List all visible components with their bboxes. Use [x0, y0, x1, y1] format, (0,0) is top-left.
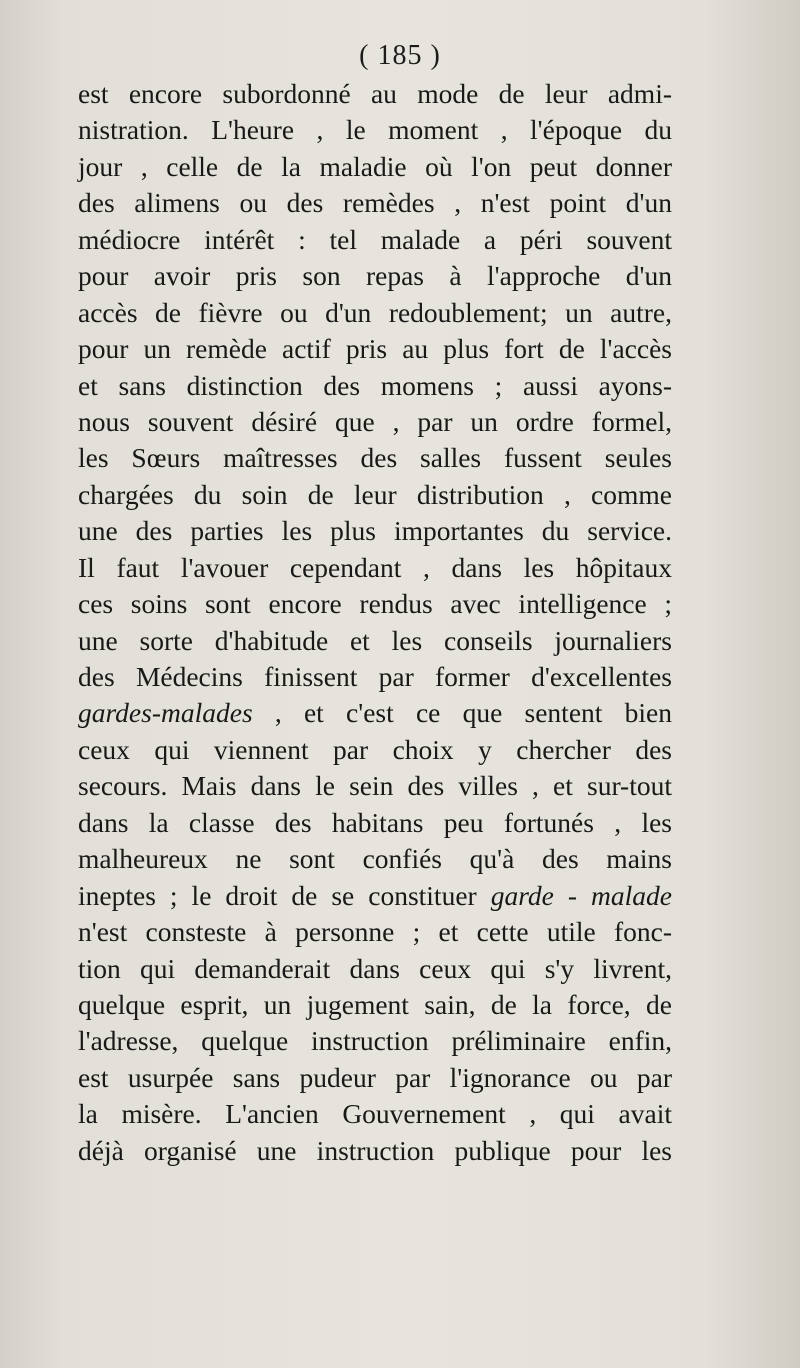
- text-line-18: [78, 695, 672, 731]
- text-line-15: ces soins sont encore rendus avec intelligence ;: [78, 588, 672, 620]
- text-line-20: secours. Mais dans le sein des villes , et sur-tout: [78, 770, 672, 802]
- text-line-3: jour , celle de la maladie où l'on peut donner: [78, 150, 672, 182]
- text-line-29: la misère. L'ancien Gouvernement , qui avait: [78, 1098, 672, 1130]
- text-line-26: quelque esprit, un jugement sain, de la force, de: [78, 988, 672, 1020]
- italic-term-gardes-malades: gardes-malades: [78, 697, 253, 729]
- text-line-11: les Sœurs maîtresses des salles fussent seules: [78, 442, 672, 474]
- text-line-30: déjà organisé une instruction publique pour les: [78, 1134, 672, 1166]
- text-line-25: tion qui demanderait dans ceux qui s'y livrent,: [78, 952, 672, 984]
- text-line-12: chargées du soin de leur distribution , comme: [78, 478, 672, 510]
- text-line-5: médiocre intérêt : tel malade a péri souvent: [78, 223, 672, 255]
- text-line-17: des Médecins finissent par former d'excellentes: [78, 661, 672, 692]
- text-line-23: [78, 878, 672, 914]
- text-line-9: et sans distinction des momens ; aussi ayons-: [78, 369, 672, 401]
- text-line-10: nous souvent désiré que , par un ordre formel,: [78, 405, 672, 437]
- text-line-13: une des parties les plus importantes du service.: [78, 515, 672, 547]
- text-line-6: pour avoir pris son repas à l'approche d'un: [78, 260, 672, 292]
- text-line-8: pour un remède actif pris au plus fort de l'accès: [78, 333, 672, 365]
- italic-term-garde-malade: garde - malade: [490, 879, 672, 911]
- text-line-18-rest: , et c'est ce que sentent bien: [252, 697, 672, 729]
- text-line-16: une sorte d'habitude et les conseils journaliers: [78, 624, 672, 656]
- text-line-1: est encore subordonné au mode de leur admi-: [78, 78, 672, 109]
- text-line-21: dans la classe des habitans peu fortunés , les: [78, 806, 672, 838]
- text-line-2: nistration. L'heure , le moment , l'époque du: [78, 114, 672, 146]
- text-line-7: accès de fièvre ou d'un redoublement; un autre,: [78, 296, 672, 328]
- text-line-14: Il faut l'avouer cependant , dans les hôpitaux: [78, 551, 672, 583]
- text-line-19: ceux qui viennent par choix y chercher des: [78, 733, 672, 765]
- text-line-23-start: ineptes ; le droit de se constituer: [78, 879, 491, 911]
- text-line-4: des alimens ou des remèdes , n'est point d'un: [78, 187, 672, 219]
- text-line-22: malheureux ne sont confiés qu'à des mains: [78, 843, 672, 875]
- body-text: [78, 76, 672, 1169]
- text-line-28: est usurpée sans pudeur par l'ignorance ou par: [78, 1061, 672, 1093]
- text-line-27: l'adresse, quelque instruction préliminaire enfin,: [78, 1025, 672, 1057]
- text-line-24: n'est consteste à personne ; et cette utile fonc-: [78, 916, 672, 948]
- page-number: ( 185 ): [359, 40, 441, 71]
